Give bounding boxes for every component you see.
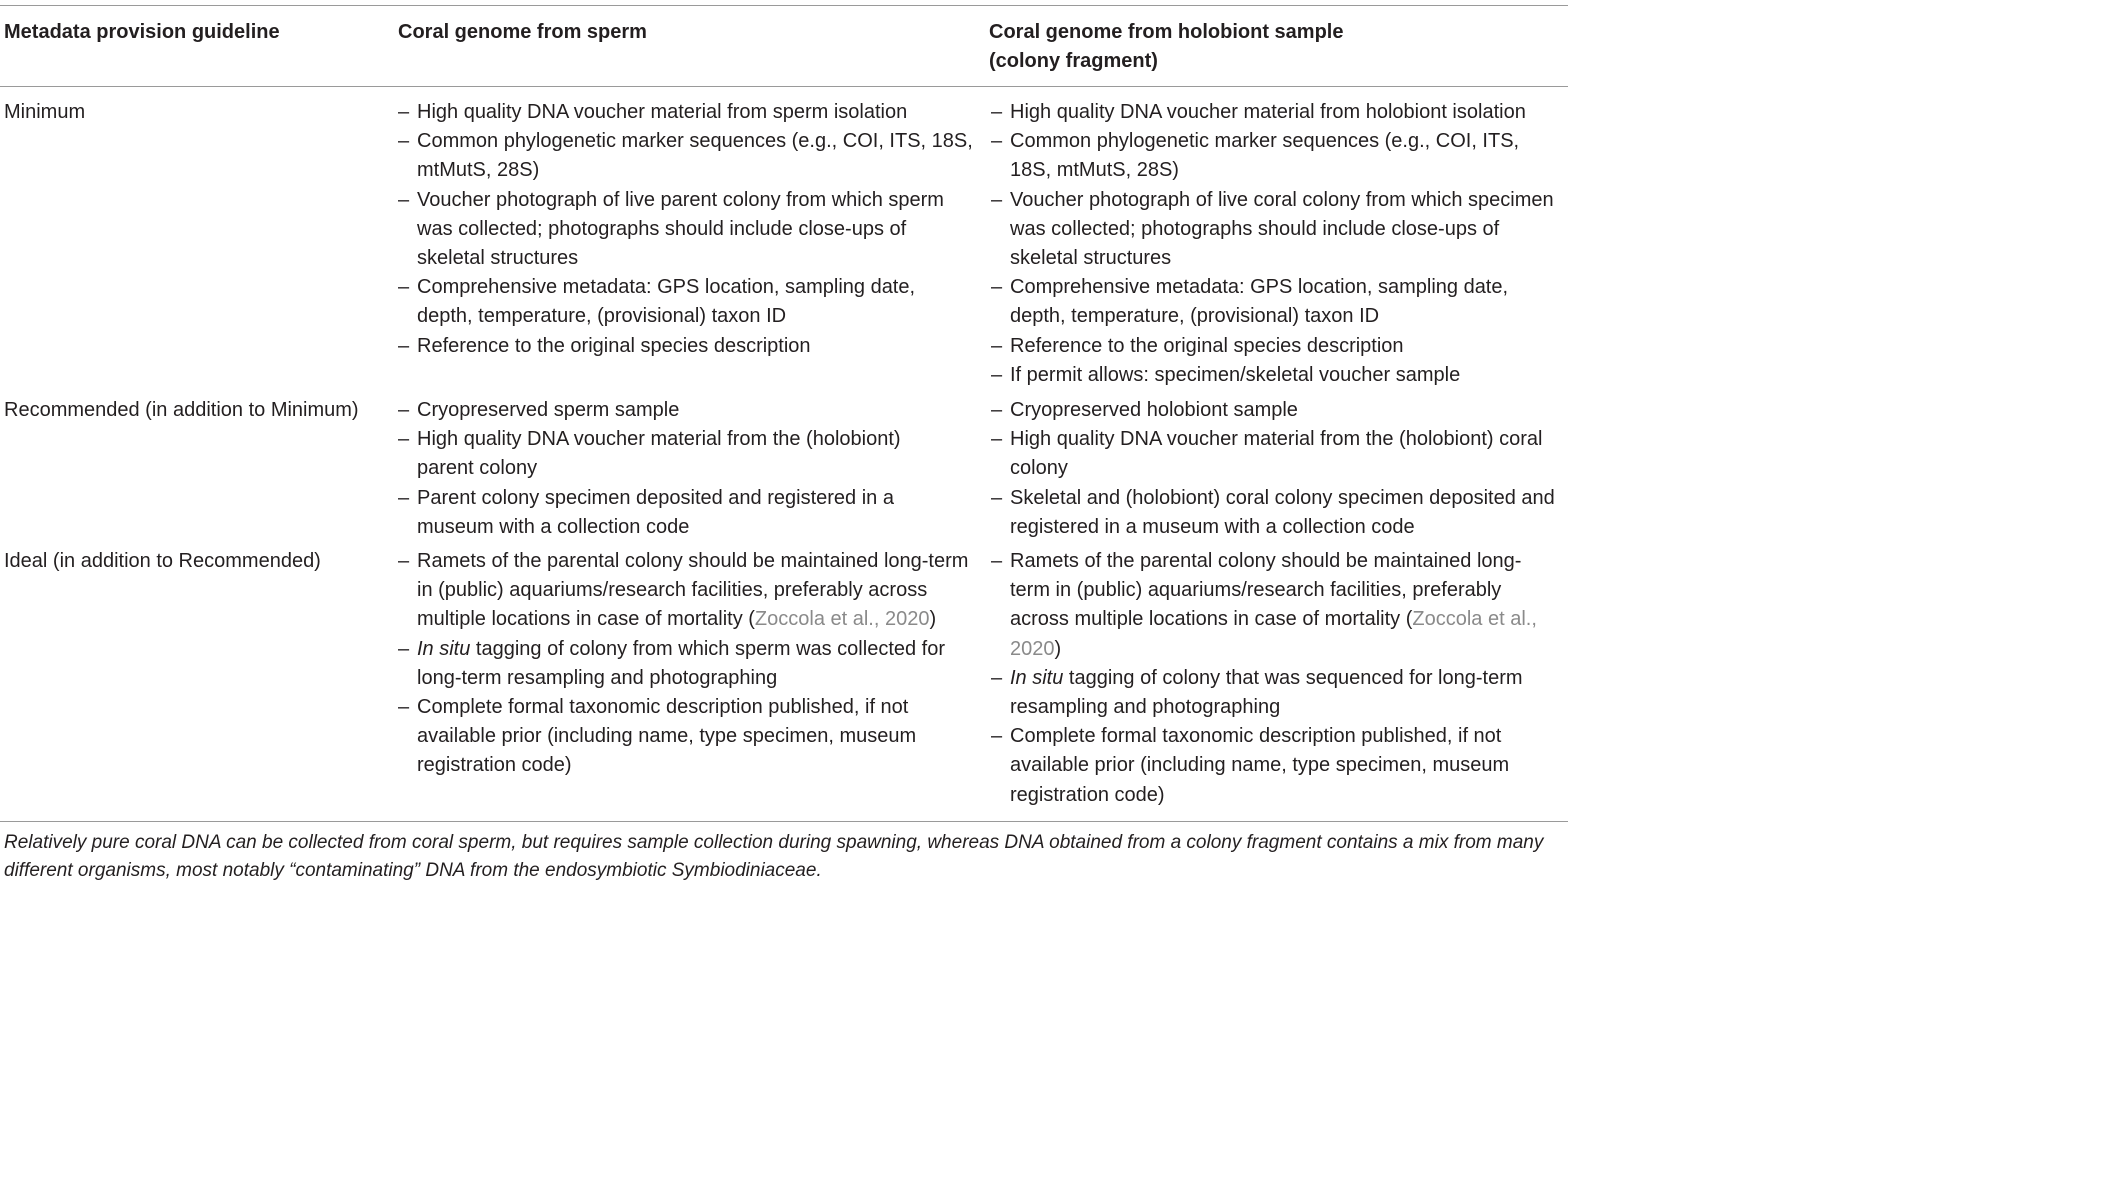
list-item: – Comprehensive metadata: GPS location, sampling date, depth, temperature, (provisional) taxon ID xyxy=(991,276,1509,328)
list-item: – In situ tagging of colony from which sperm was collected for long-term resampling and photographing xyxy=(398,637,946,689)
list-item: – Comprehensive metadata: GPS location, sampling date, depth, temperature, (provisional) taxon ID xyxy=(398,276,916,328)
list-item: – High quality DNA voucher material from holobiont isolation xyxy=(991,101,1526,123)
list-item: – Skeletal and (holobiont) coral colony specimen deposited and registered in a museum with a collection code xyxy=(991,486,1555,538)
citation-link[interactable]: Zoccola et al., 2020 xyxy=(754,608,930,631)
list-item: – Reference to the original species description xyxy=(991,334,1404,357)
list-item: – High quality DNA voucher material from sperm isolation xyxy=(398,101,908,123)
minimum-sperm-cell xyxy=(398,98,973,361)
row-label-ideal: Ideal (in addition to Recommended) xyxy=(4,550,321,572)
table-top-rule xyxy=(0,5,1568,6)
header-sperm: Coral genome from sperm xyxy=(398,21,647,43)
list-item: – Common phylogenetic marker sequences (e.g., COI, ITS, 18S, mtMutS, 28S) xyxy=(991,130,1520,182)
list-item: – Ramets of the parental colony should be maintained long-term in (public) aquariums/research facilities, preferably across multiple locations in case of mortality (Zoccola et al., 2020) xyxy=(398,550,969,631)
header-bottom-rule xyxy=(0,86,1568,87)
row-label-minimum: Minimum xyxy=(4,101,86,123)
header-holobiont: Coral genome from holobiont sample (colony fragment) xyxy=(989,21,1344,72)
minimum-holobiont-cell xyxy=(991,98,1565,390)
ideal-holobiont-cell xyxy=(991,547,1551,810)
row-label-recommended: Recommended (in addition to Minimum) xyxy=(4,399,359,421)
list-item: – Common phylogenetic marker sequences (e.g., COI, ITS, 18S, mtMutS, 28S) xyxy=(398,130,973,182)
list-item: – Cryopreserved holobiont sample xyxy=(991,399,1298,421)
list-item: – Ramets of the parental colony should be maintained long-term in (public) aquariums/research facilities, preferably across multiple locations in case of mortality (Zoccola et al., 2020) xyxy=(991,550,1537,660)
recommended-sperm-cell xyxy=(398,396,938,542)
ideal-sperm-cell xyxy=(398,547,973,781)
recommended-holobiont-cell xyxy=(991,396,1567,542)
list-item: – Voucher photograph of live coral colony from which specimen was collected; photographs should include close-ups of skeletal structures xyxy=(991,188,1554,270)
list-item: – In situ tagging of colony that was sequenced for long-term resampling and photographing xyxy=(991,666,1523,719)
list-item: – Cryopreserved sperm sample xyxy=(398,399,680,421)
list-item: – Complete formal taxonomic description published, if not available prior (including name, type specimen, museum registration code) xyxy=(398,696,917,777)
table-footnote: Relatively pure coral DNA can be collected from coral sperm, but requires sample collection during spawning, whereas DNA obtained from a colony fragment contains a mix from many different organisms, most notably “contaminating” DNA from the endosymbiotic Symbiodiniaceae. xyxy=(4,832,1544,881)
citation-link[interactable]: Zoccola et al., 2020 xyxy=(1010,608,1537,660)
list-item: – If permit allows: specimen/skeletal voucher sample xyxy=(991,363,1461,386)
table-bottom-rule xyxy=(0,821,1568,822)
header-guideline: Metadata provision guideline xyxy=(4,21,280,43)
list-item: – Complete formal taxonomic description published, if not available prior (including name, type specimen, museum registration code) xyxy=(991,725,1510,806)
list-item: – Parent colony specimen deposited and registered in a museum with a collection code xyxy=(398,486,894,538)
list-item: – High quality DNA voucher material from the (holobiont) parent colony xyxy=(398,428,901,480)
list-item: – High quality DNA voucher material from the (holobiont) coral colony xyxy=(991,428,1543,480)
list-item: – Reference to the original species description xyxy=(398,334,811,357)
list-item: – Voucher photograph of live parent colony from which sperm was collected; photographs should include close-ups of skeletal structures xyxy=(398,188,944,270)
